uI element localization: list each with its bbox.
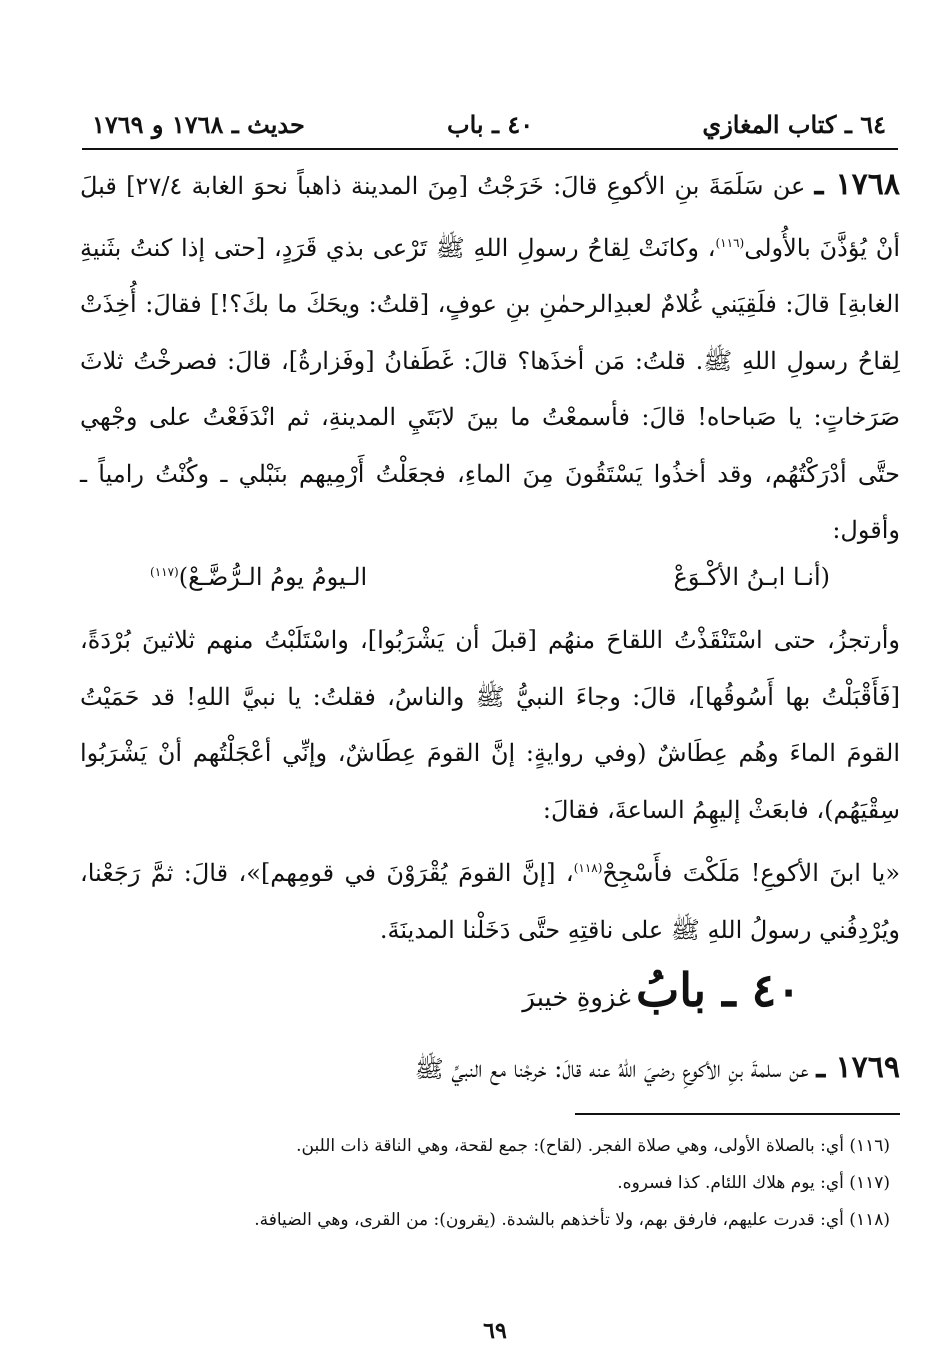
narrative-paragraph: وأرتجزُ، حتى اسْتَنْقَذْتُ اللقاحَ منهُم [قبلَ أن يَشْرَبُوا]، واسْتَلَبْتُ منهم ثلاثينَ بُرْدَةً، [فَأَقْبَلْتُ بها أَسُوقُها]، قالَ: وجاءَ النبيُّ ﷺ والناسُ، فقلتُ: يا نبيَّ اللهِ! قد حَمَيْتُ القومَ الماءَ وهُم عِطَاشٌ (وفي روايةٍ: إنَّ القومَ عِطَاشٌ، وإنِّي أعْجَلْتُهم أنْ يَشْرَبُوا سِقْيَهُم)، فابعَثْ إليهِمُ الساعةَ، فقالَ: xyxy=(80,626,900,824)
poem-hemistich-second xyxy=(150,563,367,591)
poem-hemistich-first: (أنـا ابـنُ الأكْـوَعْ xyxy=(673,563,830,591)
hadith-number: ١٧٦٩ ـ xyxy=(816,1050,900,1085)
footnote-ref: (١١٧) xyxy=(150,565,179,579)
quote-text: «يا ابنَ الأكوعِ! مَلَكْتَ فأَسْجِحْ xyxy=(602,859,901,887)
prophet-reply-paragraph xyxy=(80,840,900,958)
footnote-ref: (١١٨) xyxy=(573,861,603,875)
chapter-heading xyxy=(522,963,801,1033)
hadith-text: عن سلمةَ بنِ الأكوعِ رضيَ اللهُ عنه قالَ: خرجْنا مع النبيِّ ﷺ xyxy=(414,1055,809,1083)
chapter-title: غزوةِ خيبرَ xyxy=(522,983,631,1013)
footnote-divider xyxy=(575,1113,900,1115)
footnotes xyxy=(80,1128,890,1239)
page-number: ٦٩ xyxy=(483,1318,507,1344)
chapter-number: ٤٠ ـ بابُ xyxy=(635,963,801,1017)
hadith-text: ، وكانَتْ لِقاحُ رسولِ اللهِ ﷺ تَرْعى بذي قَرَدٍ، [حتى إذا كنتُ بثَنيةِ الغابةِ] قالَ: فلَقِيَني غُلامٌ لعبدِالرحمٰنِ بنِ عوفٍ، [قلتُ: ويحَكَ ما بكَ؟!] فقالَ: أُخِذَتْ لِقاحُ رسولِ اللهِ ﷺ. قلتُ: مَن أخذَها؟ قالَ: غَطَفانُ [وفَزارةُ]، قالَ: فصرخْتُ ثلاثَ صَرَخاتٍ: يا صَباحاه! قالَ: فأسمعْتُ ما بينَ لابَتَيِ المدينةِ، ثم انْدَفَعْتُ على وجْهي حتَّى أدْرَكْتُهُم، وقد أخذُوا يَسْتَقُونَ مِنَ الماءِ، فجعَلْتُ أَرْمِيهم بنَبْلي ـ وكُنْتُ رامياً ـ وأقول: xyxy=(80,233,900,544)
header-chapter: ٤٠ ـ باب xyxy=(447,110,534,139)
header-book-title: ٦٤ ـ كتاب المغازي xyxy=(702,110,886,139)
header-hadith-range: حديث ـ ١٧٦٨ و ١٧٦٩ xyxy=(92,110,305,139)
footnote-ref: (١١٦) xyxy=(715,235,745,250)
quote-text-continued: ، [إنَّ القومَ يُقْرَوْنَ في قومِهم]»، قالَ: ثمَّ رَجَعْنا، ويُرْدِفُني رسولُ اللهِ ﷺ على ناقتِهِ حتَّى دَخَلْنا المدينَةَ. xyxy=(80,859,900,944)
hadith-text: عن سَلَمَةَ بنِ الأكوعِ قالَ: خَرَجْتُ [مِنَ المدينة ذاهباً نحوَ الغابة ٢٧/٤] قبلَ أنْ يُؤذَّنَ بالأُولى xyxy=(80,172,900,262)
footnote-117: (١١٧) أي: يوم هلاك اللئام. كذا فسروه. xyxy=(617,1173,890,1193)
poem-hemistich-text: الـيومُ يومُ الـرُّضَّـعْ) xyxy=(178,563,368,591)
hadith-number: ١٧٦٨ ـ xyxy=(814,167,900,202)
poem-verse xyxy=(150,557,830,607)
footnote-118: (١١٨) أي: قدرت عليهم، فارفق بهم، ولا تأخذهم بالشدة. (يقرون): من القرى، وهي الضيافة. xyxy=(254,1210,890,1230)
footnote-116: (١١٦) أي: بالصلاة الأولى، وهي صلاة الفجر. (لقاح): جمع لقحة، وهي الناقة ذات اللبن. xyxy=(296,1136,890,1156)
hadith-1768-paragraph xyxy=(80,157,900,559)
header-divider xyxy=(82,148,898,150)
hadith-1769-paragraph xyxy=(80,1040,900,1098)
running-header xyxy=(92,98,892,148)
